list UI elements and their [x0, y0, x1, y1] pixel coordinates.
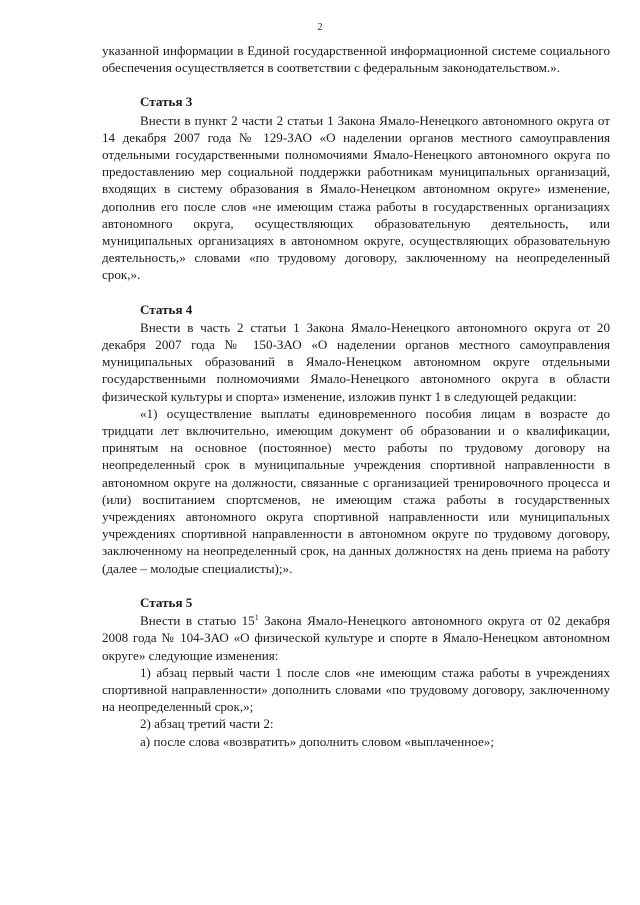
article-5-paragraph-rest: Закона Ямало-Ненецкого автономного округа от 02 декабря 2008 года № 104-ЗАО «О физической культуре и спорте в Ямало-Ненецком автономном округе» следующие изменения:: [102, 613, 610, 663]
page-number: 2: [317, 22, 323, 33]
article-5-paragraph: [102, 612, 610, 664]
article-5-item-2: 2) абзац третий части 2:: [140, 716, 274, 732]
article-4: [102, 301, 610, 577]
article-5-item-2a: а) после слова «возвратить» дополнить словом «выплаченное»;: [140, 733, 494, 749]
article-4-paragraph-1: Внести в часть 2 статьи 1 Закона Ямало-Ненецкого автономного округа от 20 декабря 2007 года № 150-ЗАО «О наделении органов местного самоуправления муниципальных образований в Ямало-Ненецком автономном округе отдельными государственными полномочиями Ямало-Ненецкого автономного округа в области физической культуры и спорта» изменение, изложив пункт 1 в следующей редакции:: [102, 319, 610, 404]
intro-paragraph: указанной информации в Единой государственной информационной системе социального обеспечения осуществляется в соответствии с федеральным законодательством.».: [102, 43, 610, 76]
article-3: [102, 93, 610, 283]
article-5-item-1: 1) абзац первый части 1 после слов «не имеющим стажа работы в учреждениях спортивной направленности» дополнить словами «по трудовому договору, заключенному на неопределенный срок,»;: [102, 664, 610, 715]
article-4-paragraph-2: «1) осуществление выплаты единовременного пособия лицам в возрасте до тридцати лет включительно, имеющим документ об образовании и о квалификации, принятым на основное (постоянное) место работы по трудовому договору на неопределенный срок в муниципальные учреждения спортивной направленности в автономном округе на должности, связанные с организацией тренировочного процесса и (или) воспитанием спортсменов, не имеющим стажа работы в государственных учреждениях автономного округа спортивной направленности или муниципальных учреждениях спортивной направленности в автономном округе по трудовому договору, заключенному на неопределенный срок, на данных должностях на день приема на работу (далее – молодые специалисты);».: [102, 405, 610, 576]
article-5-heading: Статья 5: [140, 594, 193, 610]
article-5: [102, 594, 610, 750]
article-number-superscript: 1: [254, 613, 259, 623]
document-body: [102, 42, 610, 750]
article-3-paragraph: Внести в пункт 2 части 2 статьи 1 Закона Ямало-Ненецкого автономного округа от 14 декабря 2007 года № 129-ЗАО «О наделении органов местного самоуправления отдельными государственными полномочиями Ямало-Ненецкого автономного округа по предоставлению мер социальной поддержки работникам муниципальных организаций, входящих в систему образования в Ямало-Ненецком автономном округе» изменение, дополнив его после слов «не имеющим стажа работы в государственных организациях автономного округа, осуществляющих образовательную деятельность, или муниципальных организациях в автономном округе, осуществляющих образовательную деятельность,» словами «по трудовому договору, заключенному на неопределенный срок,».: [102, 112, 610, 283]
article-3-heading: Статья 3: [140, 94, 193, 110]
article-5-paragraph-start: Внести в статью 15: [140, 613, 255, 629]
article-4-heading: Статья 4: [140, 301, 193, 317]
